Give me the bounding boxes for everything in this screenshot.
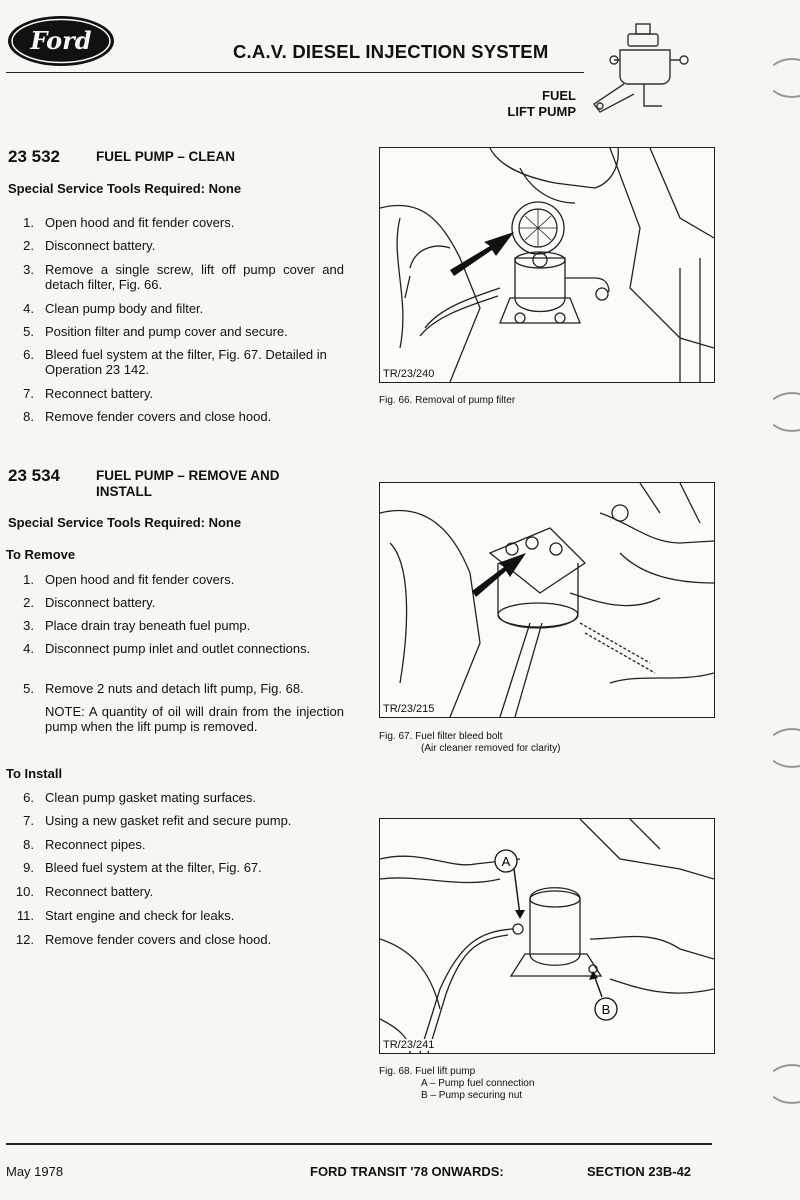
step-number: 2. [23,595,34,610]
step-text: Reconnect battery. [45,386,154,401]
step-number: 3. [23,618,34,633]
step-text: Disconnect battery. [45,595,156,610]
special-tools-note: Special Service Tools Required: None [8,181,242,196]
step-text: Clean pump body and filter. [45,301,204,316]
subtitle-line-1: FUEL [542,88,576,103]
header-rule [6,72,584,73]
operation-title-line-2: INSTALL [96,484,152,499]
step-text: Reconnect battery. [45,884,154,899]
note-text: NOTE: A quantity of oil will drain from the injection pump when the lift pump is removed. [45,704,344,734]
step-text: Open hood and fit fender covers. [45,215,235,230]
footer-section: SECTION 23B-42 [587,1164,692,1179]
subtitle-line-2: LIFT PUMP [507,104,576,119]
step-number: 2. [23,238,34,253]
figure-reference: TR/23/215 [383,703,435,715]
callout-b-label: B [601,1002,611,1017]
footer-publication: FORD TRANSIT '78 ONWARDS: [310,1164,504,1179]
step-number: 5. [23,324,34,339]
step-text: Start engine and check for leaks. [45,908,235,923]
figure-67-drawing [380,483,714,717]
figure-66-drawing [380,148,714,382]
step-text: Clean pump gasket mating surfaces. [45,790,256,805]
caption-line: B – Pump securing nut [421,1090,523,1101]
step-text: Remove fender covers and close hood. [45,932,272,947]
step-number: 10. [15,884,34,899]
special-tools-note: Special Service Tools Required: None [8,515,242,530]
binder-hole [766,392,800,432]
operation-title-line-1: FUEL PUMP – REMOVE AND [96,468,280,483]
caption-line: A – Pump fuel connection [421,1078,535,1089]
step-text: Bleed fuel system at the filter, Fig. 67. Detailed in Operation 23 142. [45,347,327,377]
page-title: C.A.V. DIESEL INJECTION SYSTEM [233,41,549,62]
step-text: Reconnect pipes. [45,837,146,852]
figure-66-caption: Fig. 66. Removal of pump filter [379,395,516,406]
figure-reference: TR/23/240 [383,368,435,380]
figure-reference: TR/23/241 [383,1039,435,1051]
step-text: Place drain tray beneath fuel pump. [45,618,251,633]
figure-68-caption [379,1066,534,1102]
page-subtitle [507,88,576,120]
step-number: 7. [23,386,34,401]
figure-67-caption [379,731,560,755]
step-number: 8. [23,837,34,852]
step-text: Position filter and pump cover and secure. [45,324,288,339]
step-text: Open hood and fit fender covers. [45,572,235,587]
binder-hole [766,58,800,98]
ford-logo [6,14,116,68]
step-number: 3. [23,262,34,277]
step-text: Remove fender covers and close hood. [45,409,272,424]
step-number: 12. [15,932,34,947]
step-number: 4. [23,641,34,656]
step-number: 1. [23,215,34,230]
lift-pump-icon [584,20,704,120]
operation-heading [8,466,280,499]
footer-date: May 1978 [6,1164,64,1179]
figure-68 [379,818,715,1054]
step-text: Remove 2 nuts and detach lift pump, Fig. 68. [45,681,304,696]
operation-title [96,468,280,500]
binder-hole [766,1064,800,1104]
figure-67 [379,482,715,718]
caption-line: (Air cleaner removed for clarity) [421,743,561,754]
step-text: Bleed fuel system at the filter, Fig. 67. [45,860,262,875]
step-number: 11. [16,908,34,923]
step-number: 9. [23,860,34,875]
caption-line: Fig. 67. Fuel filter bleed bolt [379,731,503,742]
step-number: 7. [23,813,34,828]
figure-66 [379,147,715,383]
step-text: Disconnect battery. [45,238,156,253]
footer-rule [6,1143,712,1145]
step-number: 6. [23,790,34,805]
operation-heading [8,147,236,167]
step-text: Disconnect pump inlet and outlet connections. [45,641,311,656]
step-number: 1. [23,572,34,587]
step-text: Remove a single screw, lift off pump cover and detach filter, Fig. 66. [45,262,344,292]
operation-title: FUEL PUMP – CLEAN [96,149,236,164]
logo-text: Ford [30,26,92,55]
to-remove-heading: To Remove [6,547,76,562]
binder-hole [766,728,800,768]
figure-68-drawing [380,819,714,1053]
caption-line: Fig. 68. Fuel lift pump [379,1066,476,1077]
step-number: 4. [23,301,34,316]
operation-number: 23 532 [8,147,60,166]
callout-a-label: A [501,854,511,869]
operation-number: 23 534 [8,466,60,485]
step-number: 6. [23,347,34,362]
step-number: 8. [23,409,34,424]
step-number: 5. [23,681,34,696]
step-text: Using a new gasket refit and secure pump. [45,813,292,828]
to-install-heading: To Install [6,766,63,781]
